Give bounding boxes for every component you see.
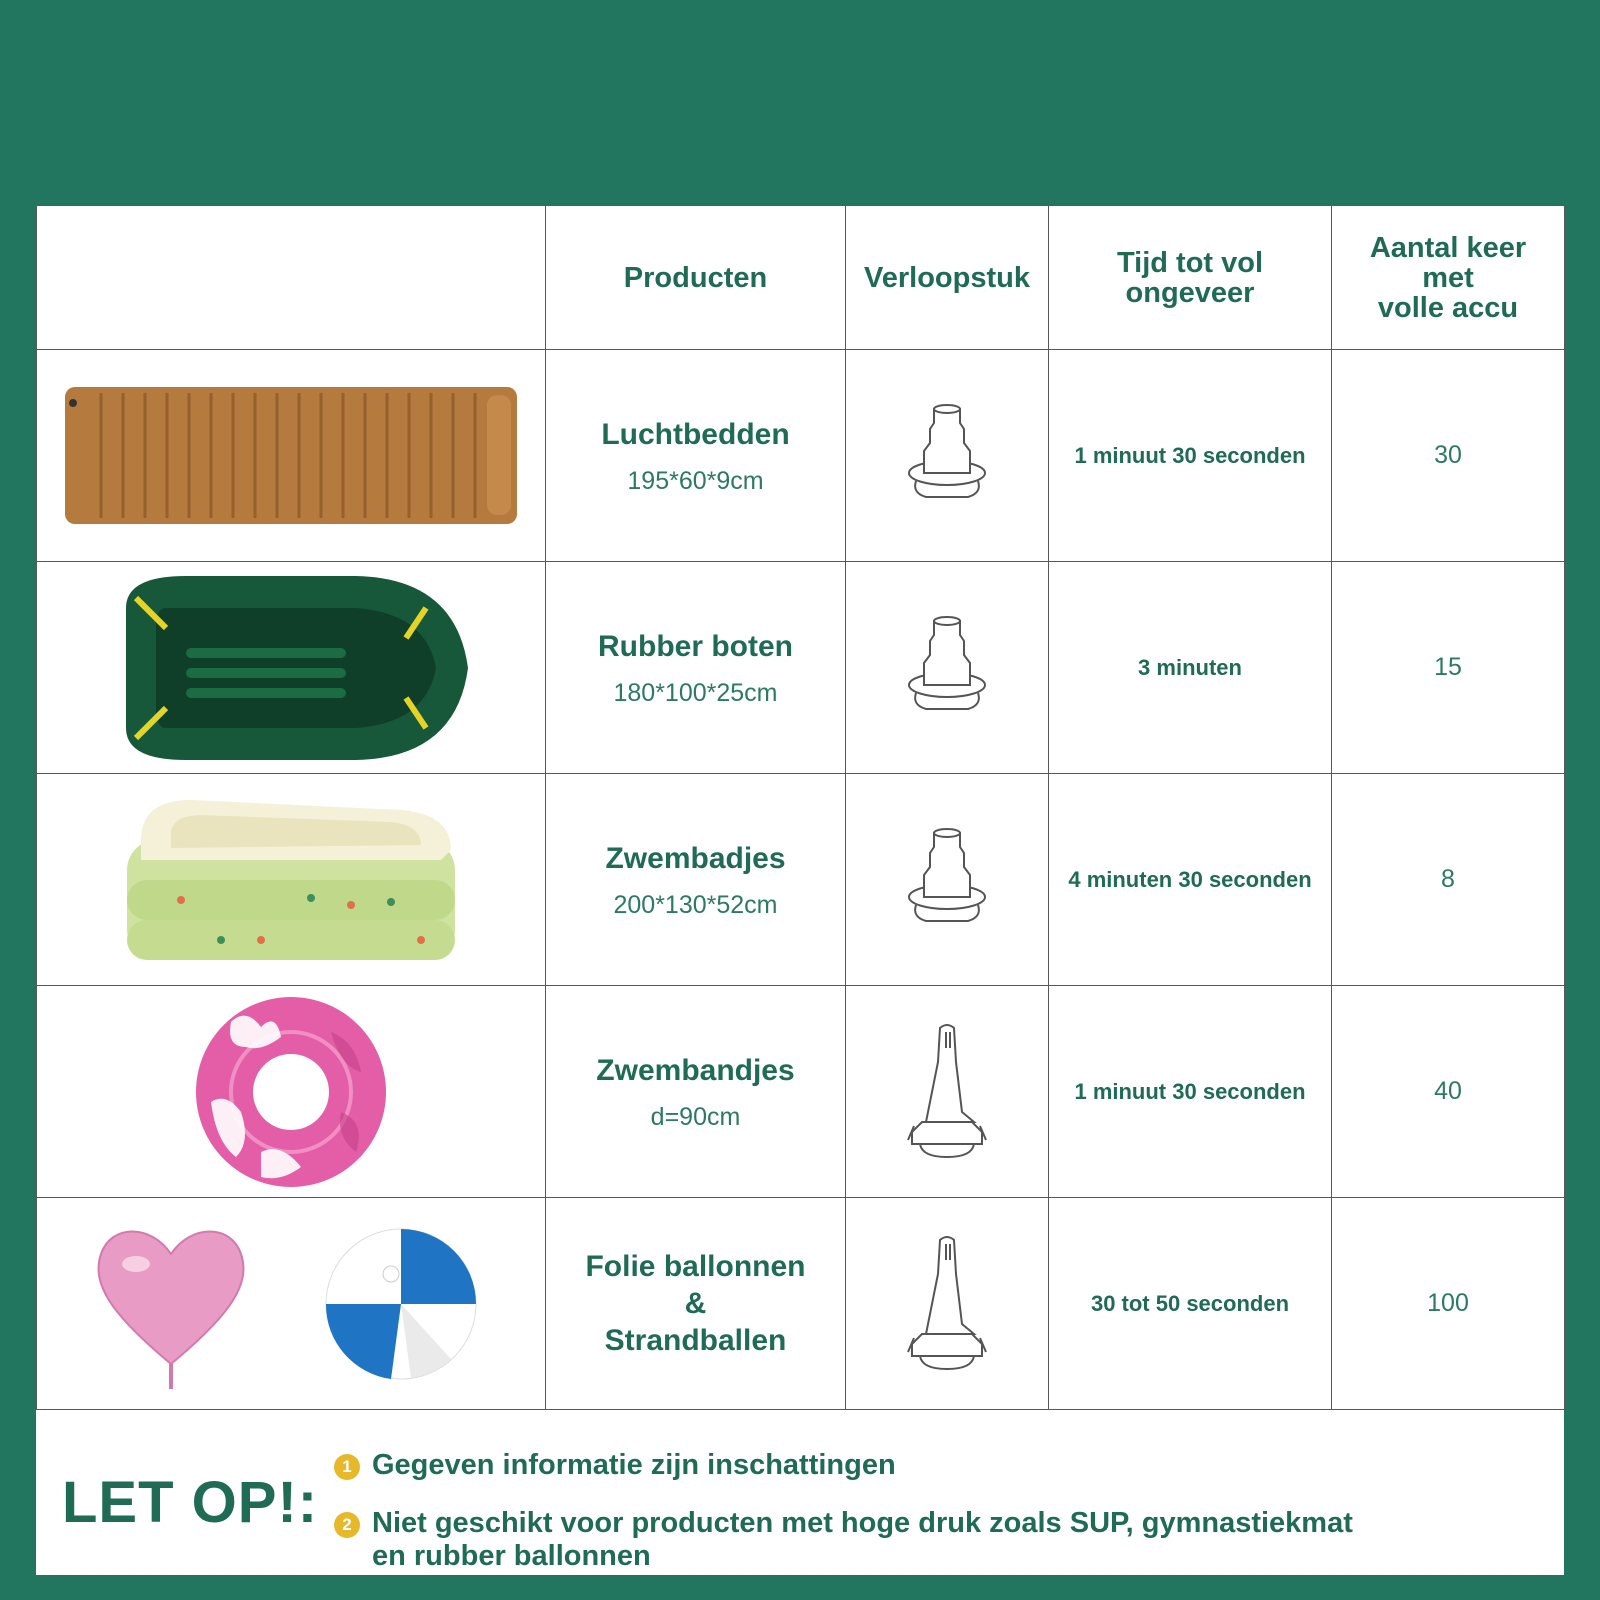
heart-balloon-icon	[99, 1231, 244, 1389]
time-cell: 4 minuten 30 seconden	[1049, 774, 1332, 986]
product-cell	[546, 774, 846, 986]
product-size: 200*130*52cm	[613, 890, 778, 919]
product-name: Rubber boten	[598, 629, 793, 663]
number-badge: 2	[334, 1512, 360, 1538]
wide-nozzle-icon	[846, 350, 1049, 562]
rubber-boat-image	[37, 562, 546, 774]
air-mattress-image	[37, 350, 546, 562]
table-header-row	[37, 206, 1565, 350]
product-size: 195*60*9cm	[627, 466, 764, 495]
note-item-2: Niet geschikt voor producten met hoge druk zoals SUP, gymnastiekmat en rubber ballonnen	[372, 1507, 1353, 1572]
wide-nozzle-icon	[846, 562, 1049, 774]
header-time: Tijd tot vol ongeveer	[1049, 206, 1332, 350]
count-cell: 30	[1332, 350, 1565, 562]
product-size: 180*100*25cm	[613, 678, 778, 707]
table-row	[37, 350, 1565, 562]
needle-nozzle-icon	[846, 986, 1049, 1198]
count-cell: 100	[1332, 1198, 1565, 1410]
table-row	[37, 562, 1565, 774]
count-cell: 15	[1332, 562, 1565, 774]
swim-ring-image	[37, 986, 546, 1198]
header-nozzle: Verloopstuk	[846, 206, 1049, 350]
time-cell: 30 tot 50 seconden	[1049, 1198, 1332, 1410]
time-cell: 1 minuut 30 seconden	[1049, 986, 1332, 1198]
header-count: Aantal keer met volle accu	[1332, 206, 1565, 350]
product-name: Zwembadjes	[605, 841, 786, 875]
balloon-and-beach-ball-image	[37, 1198, 546, 1410]
product-size: d=90cm	[650, 1102, 741, 1131]
product-cell	[546, 562, 846, 774]
note-section	[36, 1411, 1564, 1575]
product-name: Luchtbedden	[601, 417, 790, 451]
beach-ball-icon	[326, 1229, 476, 1379]
time-cell: 3 minuten	[1049, 562, 1332, 774]
product-name: Folie ballonnen & Strandballen	[585, 1250, 806, 1357]
time-cell: 1 minuut 30 seconden	[1049, 350, 1332, 562]
needle-nozzle-icon	[846, 1198, 1049, 1410]
table-row	[37, 986, 1565, 1198]
note-item-1: Gegeven informatie zijn inschattingen	[372, 1449, 896, 1481]
header-products: Producten	[546, 206, 846, 350]
product-cell	[546, 350, 846, 562]
table-row	[37, 774, 1565, 986]
product-cell	[546, 1198, 846, 1410]
header-image	[37, 206, 546, 350]
table-row	[37, 1198, 1565, 1410]
wide-nozzle-icon	[846, 774, 1049, 986]
product-cell	[546, 986, 846, 1198]
comparison-card	[36, 205, 1564, 1575]
product-table	[36, 205, 1565, 1410]
number-badge: 1	[334, 1454, 360, 1480]
paddling-pool-image	[37, 774, 546, 986]
count-cell: 8	[1332, 774, 1565, 986]
note-title: LET OP!:	[62, 1470, 319, 1535]
product-name: Zwembandjes	[596, 1053, 795, 1087]
count-cell: 40	[1332, 986, 1565, 1198]
